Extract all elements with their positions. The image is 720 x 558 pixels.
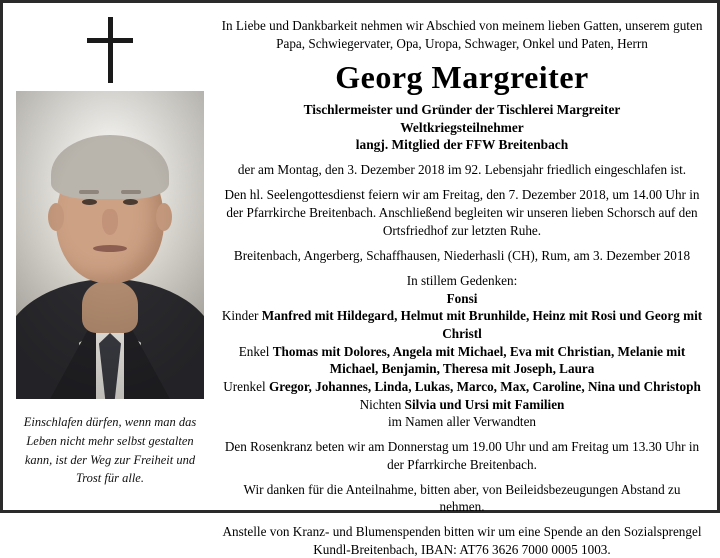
mourner-names: Fonsi bbox=[446, 290, 478, 306]
mourner-row bbox=[221, 378, 703, 396]
mourner-role: Kinder bbox=[221, 308, 259, 324]
cross-horizontal-bar bbox=[87, 38, 133, 43]
memorial-verse: Einschlafen dürfen, wenn man das Leben nicht mehr selbst gestalten kann, ist der Weg zur Freiheit und Trost für alle. bbox=[23, 415, 197, 486]
mourner-role: Nichten bbox=[359, 396, 402, 412]
mourning-heading: In stillem Gedenken: bbox=[406, 272, 518, 288]
mourner-role: Enkel bbox=[238, 343, 270, 359]
funeral-service-text: Den hl. Seelengottesdienst feiern wir am Freitag, den 7. Dezember 2018, um 14.00 Uhr in der Pfarrkirche Breitenbach. Anschließend begleiten wir unseren lieben Schorsch auf den Ortsfriedhof zur letzten Ruhe. bbox=[224, 187, 700, 238]
right-column bbox=[215, 3, 717, 557]
death-date-text: der am Montag, den 3. Dezember 2018 im 92. Lebensjahr friedlich eingeschlafen ist. bbox=[237, 161, 687, 177]
cross-icon-wrapper bbox=[13, 9, 207, 91]
donation-text: Anstelle von Kranz- und Blumenspenden bitten wir um eine Spende an den Sozialsprengel Kundl-Breitenbach, IBAN: AT76 3626 7000 0005 1003. bbox=[222, 523, 702, 557]
mourner-names: Thomas mit Dolores, Angela mit Michael, Eva mit Christian, Melanie mit Michael, Benjamin, Theresa mit Joseph, Laura bbox=[272, 343, 686, 377]
intro-text: In Liebe und Dankbarkeit nehmen wir Abschied von meinem lieben Gatten, unserem guten Papa, Schwiegervater, Opa, Uropa, Schwager, Onkel und Paten, Herrn bbox=[221, 18, 703, 51]
mourner-role: Urenkel bbox=[223, 379, 266, 395]
thanks-text: Wir danken für die Anteilnahme, bitten aber, von Beileidsbezeugungen Abstand zu nehmen. bbox=[243, 481, 681, 515]
mourner-names: Manfred mit Hildegard, Helmut mit Brunhilde, Heinz mit Rosi und Georg mit Christl bbox=[261, 308, 703, 342]
title-line-2: Weltkriegsteilnehmer bbox=[400, 119, 524, 135]
mourning-closing: im Namen aller Verwandten bbox=[387, 414, 537, 430]
portrait-vignette bbox=[16, 91, 204, 399]
left-column bbox=[3, 3, 215, 510]
mourner-row bbox=[221, 343, 703, 378]
cross-vertical-bar bbox=[108, 17, 113, 83]
mourner-names: Gregor, Johannes, Linda, Lukas, Marco, Max, Caroline, Nina und Christoph bbox=[268, 379, 701, 395]
titles-block bbox=[221, 101, 703, 153]
mourner-row bbox=[221, 396, 703, 414]
latin-cross-icon bbox=[87, 17, 133, 83]
deceased-name: Georg Margreiter bbox=[335, 59, 589, 96]
mourner-row bbox=[221, 290, 703, 308]
portrait-photo bbox=[16, 91, 204, 399]
mourner-row bbox=[221, 307, 703, 342]
places-and-date-text: Breitenbach, Angerberg, Schaffhausen, Niederhasli (CH), Rum, am 3. Dezember 2018 bbox=[233, 248, 691, 264]
title-line-3: langj. Mitglied der FFW Breitenbach bbox=[355, 137, 569, 153]
mourner-names: Silvia und Ursi mit Familien bbox=[404, 396, 565, 412]
title-line-1: Tischlermeister und Gründer der Tischlerei Margreiter bbox=[303, 102, 621, 118]
rosary-text: Den Rosenkranz beten wir am Donnerstag um 19.00 Uhr und am Freitag um 13.30 Uhr in der Pfarrkirche Breitenbach. bbox=[224, 439, 700, 472]
mourners-list bbox=[221, 290, 703, 432]
